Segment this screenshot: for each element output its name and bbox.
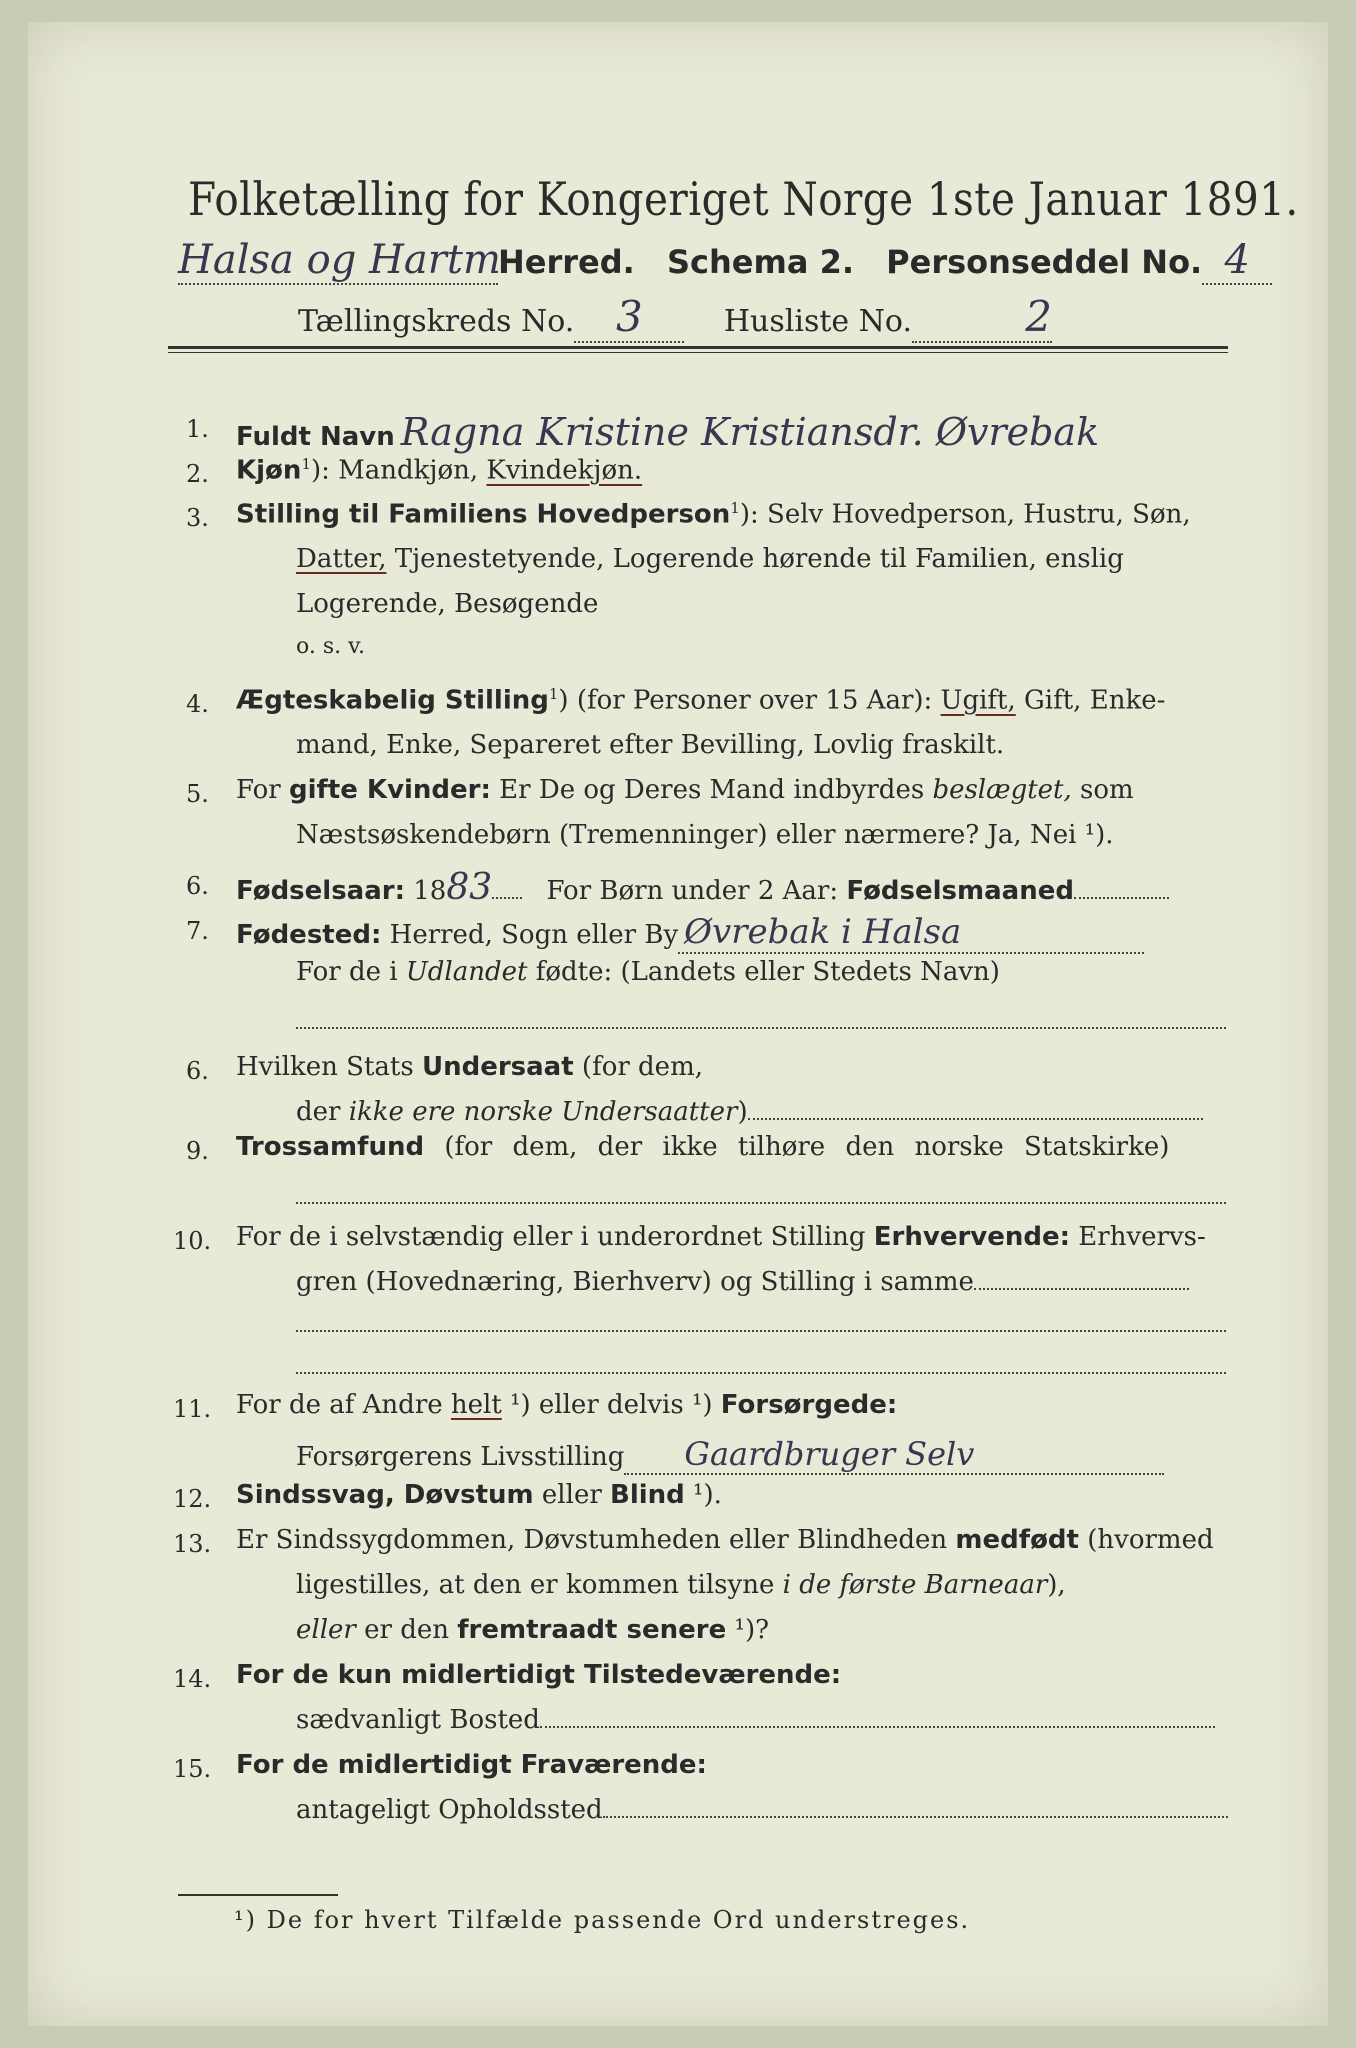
- item-number: 9.: [186, 1137, 209, 1165]
- header-rule-thin: [168, 352, 1228, 353]
- provider-handwritten: Gaardbruger Selv: [624, 1435, 1164, 1475]
- item-label: Kjøn: [236, 455, 302, 486]
- item-label: Forsørgede:: [720, 1390, 898, 1420]
- item-number: 11.: [173, 1395, 212, 1423]
- item-1: [236, 410, 1099, 454]
- blank-line: [296, 1202, 1226, 1204]
- header-rule: [168, 346, 1228, 349]
- selected-option: helt: [450, 1390, 502, 1420]
- blank-line: [296, 1027, 1226, 1029]
- item-11-line-2: Forsørgerens Livsstilling Gaardbruger Selv: [296, 1435, 1164, 1475]
- item-13-line-2: ligestilles, at den er kommen tilsyne i de første Barneaar),: [296, 1570, 1066, 1600]
- item-label: Ægteskabelig Stilling: [236, 685, 549, 716]
- item-label: Fødselsaar:: [236, 876, 405, 906]
- item-number: 2.: [186, 460, 209, 488]
- kreds-handwritten: 3: [574, 292, 684, 343]
- name-handwritten: Ragna Kristine Kristiansdr. Øvrebak: [400, 410, 1100, 454]
- item-number: 3.: [186, 504, 209, 532]
- personseddel-handwritten: 4: [1202, 237, 1272, 285]
- header-line-1: [178, 237, 1272, 285]
- item-11: For de af Andre helt ¹) eller delvis ¹) Forsørgede:: [236, 1390, 898, 1420]
- item-2: Kjøn$^1$): Mandkjøn, Kvindekjøn.: [236, 455, 643, 486]
- herred-label: Herred.: [498, 243, 635, 281]
- item-label: Sindssvag, Døvstum: [236, 1480, 534, 1510]
- item-8: Hvilken Stats Undersaat (for dem,: [236, 1052, 703, 1082]
- item-label: For de kun midlertidigt Tilstedeværende:: [236, 1660, 842, 1690]
- item-label: Fødested:: [236, 920, 382, 950]
- item-label: Erhvervende:: [873, 1222, 1071, 1252]
- item-number: 14.: [173, 1665, 212, 1693]
- item-15: [236, 1750, 707, 1780]
- item-10: For de i selvstændig eller i underordnet Stilling Erhvervende: Erhvervs-: [236, 1222, 1206, 1252]
- item-number: 5.: [186, 780, 209, 808]
- husliste-label: Husliste No.: [723, 304, 913, 339]
- blank-line: [296, 1330, 1226, 1332]
- item-number: 12.: [173, 1485, 212, 1513]
- item-label: Fuldt Navn: [236, 422, 395, 452]
- kreds-label: Tællingskreds No.: [298, 304, 575, 339]
- selected-option: Kvindekjøn.: [486, 455, 643, 486]
- item-14: [236, 1660, 841, 1690]
- census-form-page: [28, 22, 1328, 2026]
- item-4: Ægteskabelig Stilling$^1$) (for Personer over 15 Aar): Ugift, Gift, Enke-: [236, 685, 1166, 716]
- birthplace-handwritten: Øvrebak i Halsa: [678, 912, 1144, 954]
- item-label: For de midlertidigt Fraværende:: [236, 1750, 707, 1780]
- birthyear-handwritten: 83: [446, 867, 493, 908]
- footnote: ¹) De for hvert Tilfælde passende Ord understreges.: [234, 1906, 971, 1934]
- blank-line: [296, 1372, 1226, 1374]
- item-label: gifte Kvinder:: [288, 775, 491, 805]
- item-8-line-2: der ikke ere norske Undersaatter): [296, 1097, 1203, 1127]
- item-7: Fødested: Herred, Sogn eller By Øvrebak i Halsa: [236, 912, 1144, 954]
- item-label: Undersaat: [421, 1052, 574, 1082]
- item-6: Fødselsaar: 1883 For Børn under 2 Aar: Fødselsmaaned: [236, 867, 1169, 908]
- item-4-line-2: mand, Enke, Separeret efter Bevilling, Lovlig fraskilt.: [296, 730, 1005, 760]
- item-5: For gifte Kvinder: Er De og Deres Mand indbyrdes beslægtet, som: [236, 775, 1134, 805]
- item-14-line-2: sædvanligt Bosted: [296, 1705, 1215, 1735]
- item-13: Er Sindssygdommen, Døvstumheden eller Blindheden medfødt (hvormed: [236, 1525, 1214, 1555]
- item-label: Stilling til Familiens Hovedperson: [236, 499, 731, 530]
- footnote-rule: [178, 1894, 338, 1896]
- item-label: medfødt: [955, 1525, 1079, 1555]
- header-line-2: [298, 292, 1052, 343]
- item-12: Sindssvag, Døvstum eller Blind ¹).: [236, 1480, 722, 1510]
- item-number: 6.: [186, 872, 209, 900]
- item-5-line-2: Næstsøskendebørn (Tremenninger) eller nærmere? Ja, Nei ¹).: [296, 820, 1114, 850]
- item-13-line-3: eller er den fremtraadt senere ¹)?: [296, 1615, 770, 1645]
- herred-handwritten: Halsa og Hartm: [178, 237, 501, 283]
- husliste-handwritten: 2: [912, 292, 1052, 343]
- item-number: 7.: [186, 917, 209, 945]
- item-3-line-2: Datter, Tjenestetyende, Logerende hørende til Familien, enslig: [296, 544, 1124, 574]
- item-number: 13.: [173, 1530, 212, 1558]
- item-15-line-2: antageligt Opholdssted: [296, 1795, 1228, 1825]
- item-number: 6.: [186, 1057, 209, 1085]
- form-title: Folketælling for Kongeriget Norge 1ste Januar 1891.: [188, 172, 1299, 226]
- item-number: 4.: [186, 690, 209, 718]
- selected-option: Ugift,: [940, 685, 1016, 716]
- item-label: Trossamfund: [236, 1132, 425, 1162]
- item-9: Trossamfund (for dem, der ikke tilhøre den norske Statskirke): [236, 1132, 1170, 1162]
- item-3: Stilling til Familiens Hovedperson$^1$): Selv Hovedperson, Hustru, Søn,: [236, 499, 1191, 530]
- item-number: 15.: [173, 1755, 212, 1783]
- item-number: 1.: [186, 415, 209, 443]
- selected-option: Datter,: [296, 544, 387, 574]
- item-number: 10.: [173, 1227, 212, 1255]
- item-7-line-2: For de i Udlandet fødte: (Landets eller Stedets Navn): [296, 957, 1000, 987]
- schema-label: Schema 2.: [666, 243, 854, 281]
- item-3-line-4: o. s. v.: [296, 634, 365, 659]
- item-3-line-3: Logerende, Besøgende: [296, 589, 599, 619]
- personseddel-label: Personseddel No.: [886, 243, 1203, 281]
- item-10-line-2: gren (Hovednæring, Bierhverv) og Stilling i samme: [296, 1267, 1189, 1297]
